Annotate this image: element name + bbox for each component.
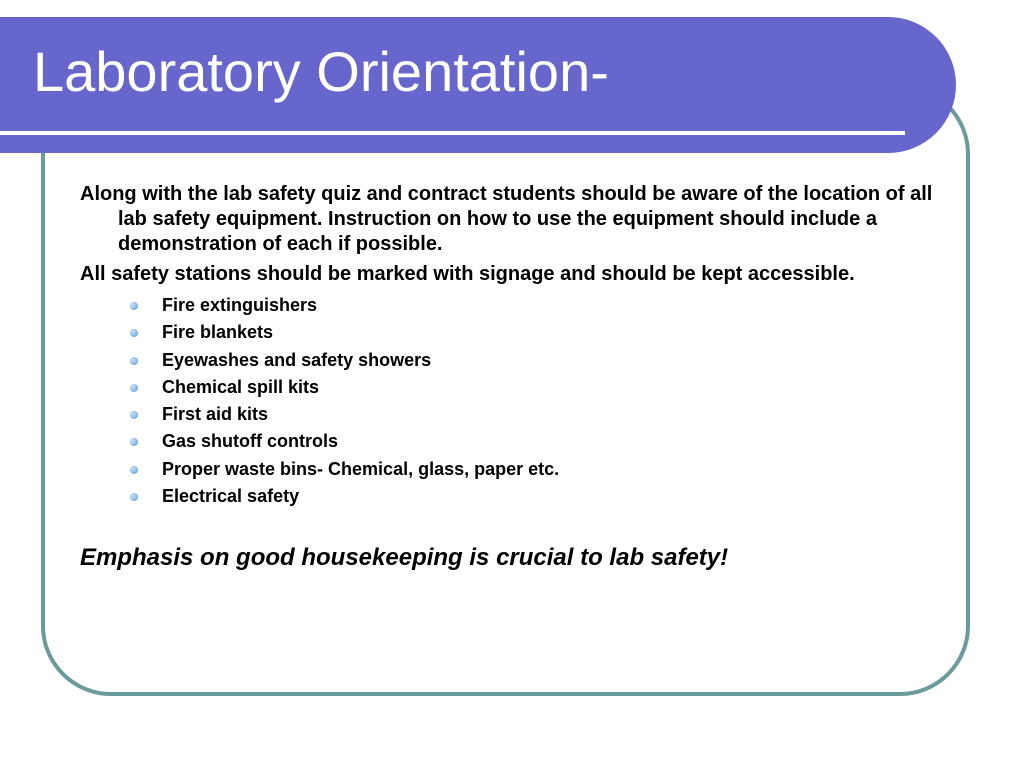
title-underline — [0, 131, 905, 135]
list-item — [130, 319, 940, 346]
slide-body — [80, 182, 940, 573]
bullet-icon — [130, 357, 138, 365]
list-item — [130, 456, 940, 483]
safety-equipment-list — [80, 292, 940, 510]
list-item-label: Gas shutoff controls — [162, 431, 339, 452]
list-item — [130, 292, 940, 319]
paragraph-safety-stations: All safety stations should be marked with signage and should be kept accessible. — [80, 263, 855, 285]
list-item-label: Fire extinguishers — [162, 295, 318, 315]
list-item-label: Chemical spill kits — [162, 376, 320, 397]
slide-title: Laboratory Orientation- — [33, 40, 609, 103]
list-item-label: Fire blankets — [162, 322, 274, 343]
list-item-label: Electrical safety — [162, 486, 300, 507]
bullet-icon — [130, 493, 138, 501]
list-item-label: First aid kits — [162, 404, 269, 425]
list-item — [130, 347, 940, 374]
list-item-label: Eyewashes and safety showers — [162, 349, 432, 370]
list-item — [130, 483, 940, 510]
bullet-icon — [130, 329, 138, 337]
emphasis-statement: Emphasis on good housekeeping is crucial to lab safety! — [80, 544, 729, 572]
list-item — [130, 428, 940, 455]
paragraph-equipment-awareness: Along with the lab safety quiz and contract students should be aware of the location of all lab safety equipment. Instruction on how to use the equipment should include a demonstration of each if possible. — [80, 183, 933, 255]
bullet-icon — [130, 438, 138, 446]
list-item — [130, 374, 940, 401]
list-item-label: Proper waste bins- Chemical, glass, paper etc. — [162, 458, 560, 479]
bullet-icon — [130, 411, 138, 419]
bullet-icon — [130, 302, 138, 310]
bullet-icon — [130, 466, 138, 474]
bullet-icon — [130, 384, 138, 392]
list-item — [130, 401, 940, 428]
